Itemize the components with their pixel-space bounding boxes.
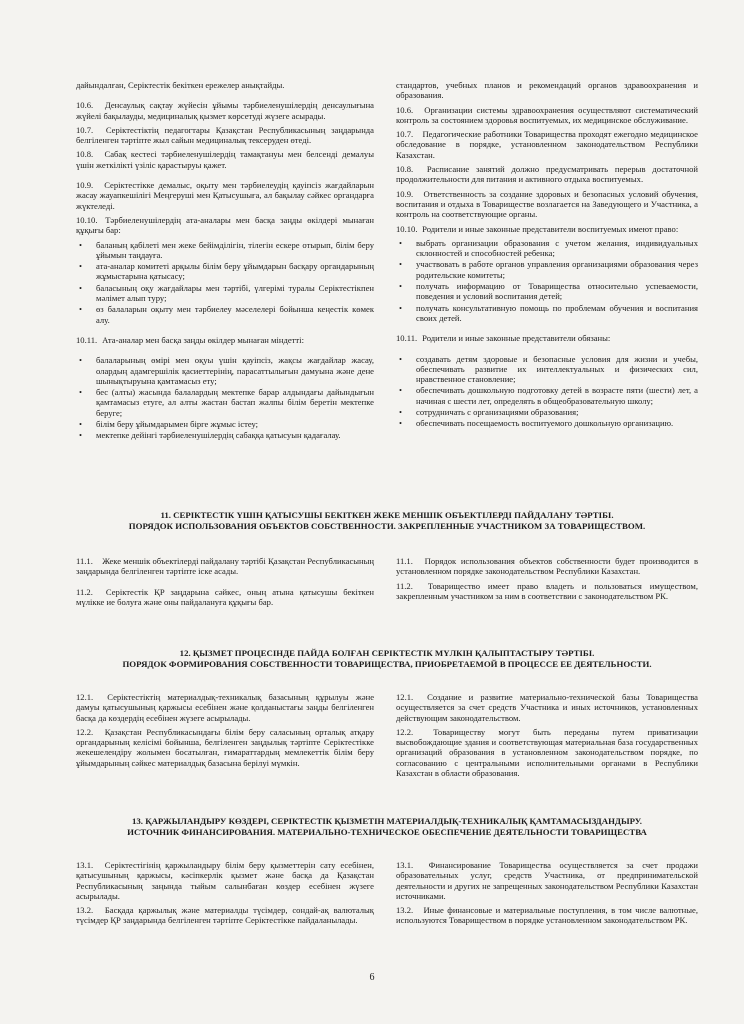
list-item: • выбрать организации образования с учетом желания, индивидуальных склонностей и способностей ребенка;: [396, 238, 698, 259]
paragraph-12-1: [76, 692, 374, 723]
list-item: • баланың қабілеті мен жеке бейімділігін, тілегін ескере отырып, білім беру ұйымын таңдауға.: [76, 240, 374, 261]
page-number: 6: [369, 972, 375, 983]
paragraph-10-8: [76, 149, 374, 170]
paragraph-text: Серіктестікке демалыс, оқыту мен тәрбиелеудің қауіпсіз жағдайларын жасау жауапкешілігі Меңгеруші мен Қатысушыға, ал бақылау сәйкес органдарға жүктеледі.: [76, 180, 375, 211]
paragraph-text: Денсаулық сақтау жүйесін ұйымы тәрбиеленушілердің денсаулығына жүйелі бақылауды, медициналық қызмет көрсетуді жүзеге асырады.: [76, 100, 374, 121]
paragraph-number: 12.1.: [396, 692, 414, 702]
paragraph-13-2: [396, 905, 698, 926]
section11-kz-column: [76, 556, 374, 611]
paragraph-text: Тәрбиеленушілердің ата-аналары мен басқа заңды өкілдері мынаған құқығы бар:: [76, 214, 375, 236]
top-line: стандартов, учебных планов и рекомендаций органов здравоохранения и образования.: [396, 80, 698, 101]
paragraph-number: 10.10.: [396, 223, 418, 234]
paragraph-number: 10.6.: [396, 104, 414, 115]
list-item: • білім беру ұйымдарымен бірге жұмыс істеу;: [76, 419, 374, 429]
paragraph-number: 10.10.: [76, 214, 98, 225]
paragraph-number: 11.2.: [76, 586, 93, 597]
paragraph-text: Товариществу могут быть переданы путем приватизации высвобождающие здания и соответствующая материальная база государственных организаций образования в установленном законодательством порядке, по согласованию с центральными исполнительными органами в Республики Казахстан в области образования.: [396, 726, 698, 779]
paragraph-number: 10.11.: [396, 333, 418, 344]
duties-list: [396, 354, 698, 429]
heading-kz: 11. СЕРІКТЕСТІК ҮШІН ҚАТЫСУШЫ БЕКІТКЕН ЖЕКЕ МЕНШІК ОБЪЕКТІЛЕРДІ ПАЙДАЛАНУ ТӘРТІБІ.: [160, 510, 614, 520]
section11-ru-column: [396, 556, 698, 605]
paragraph-text: Жеке меншік объектілерді пайдалану тәртібі Қазақстан Республикасының заңдарында белгіленген тәртіпте іске асады.: [76, 556, 374, 577]
paragraph-10-10: [396, 224, 698, 234]
section11-heading: [76, 510, 698, 532]
paragraph-number: 11.2.: [396, 580, 413, 591]
paragraph-11-2: [396, 581, 698, 602]
section10-kz-column: [76, 80, 374, 445]
paragraph-text: Серіктестіктің материалдық-техникалық базасының құрылуы және дамуы қатысушының қаржысы есебінен және қолданыстағы заңды белгіленген басқа да көздердің есебінен жүзеге асырылады.: [76, 692, 375, 723]
list-item: • баласының оқу жағдайлары мен тәртібі, үлгерімі туралы Серіктестікпен мәлімет алып туру;: [76, 283, 374, 304]
paragraph-10-9: [76, 180, 374, 211]
paragraph-number: 10.9.: [76, 180, 94, 191]
paragraph-number: 10.7.: [396, 129, 414, 140]
paragraph-number: 12.1.: [76, 692, 94, 702]
paragraph-12-1: [396, 692, 698, 723]
paragraph-number: 10.7.: [76, 124, 94, 135]
paragraph-number: 13.1.: [396, 860, 414, 870]
paragraph-text: Педагогические работники Товарищества проходят ежегодно медицинское обследование в порядке, установленном законодательством Республики Казахстан.: [396, 129, 698, 160]
rights-list: [396, 238, 698, 323]
paragraph-text: Порядок использования объектов собственности будет производится в установленном порядке законодательством Республики Казахстан.: [396, 556, 698, 577]
section13-kz-column: [76, 860, 374, 930]
paragraph-number: 11.1.: [396, 556, 413, 566]
paragraph-10-7: [396, 129, 698, 160]
heading-kz: 13. ҚАРЖЫЛАНДЫРУ КӨЗДЕРІ, СЕРІКТЕСТІК ҚЫЗМЕТІН МАТЕРИАЛДЫҚ-ТЕХНИКАЛЫҚ ҚАМТАМАСЫЗДАНДЫРУ.: [132, 816, 642, 826]
list-item: • балаларының өмірі мен оқуы үшін қауіпсіз, жақсы жағдайлар жасау, олардың адамгершілік қасиеттерінің, парасаттылығын дамуына және дене шынықтыруына қамтамасыз ету;: [76, 355, 374, 386]
list-item: • мектепке дейінгі тәрбиеленушілердің сабаққа қатысуын қадағалау.: [76, 430, 374, 440]
rights-list: [76, 240, 374, 325]
paragraph-number: 13.2.: [396, 905, 414, 916]
paragraph-11-1: [396, 556, 698, 577]
list-item: • өз балаларын оқыту мен тәрбиелеу мәселелері бойынша кеңестік көмек алу.: [76, 304, 374, 325]
paragraph-11-2: [76, 587, 374, 608]
paragraph-13-2: [76, 905, 374, 926]
paragraph-text: Организации системы здравоохранения осуществляют систематический контроль за состоянием здоровья воспитуемых, их медицинское обслуживание.: [396, 104, 698, 125]
paragraph-text: Серіктестіктің педагогтары Қазақстан Республикасының заңдарында белгіленген тәртіпте жыл сайын медициналық тексеруден өтеді.: [76, 124, 374, 146]
heading-ru: ПОРЯДОК ФОРМИРОВАНИЯ СОБСТВЕННОСТИ ТОВАРИЩЕСТВА, ПРИОБРЕТАЕМОЙ В ПРОЦЕССЕ ЕЕ ДЕЯТЕЛЬНОСТИ.: [122, 659, 652, 669]
list-item: • обеспечивать дошкольную подготовку детей в возрасте пяти (шести) лет, а начиная с шести лет, определять в общеобразовательную школу;: [396, 385, 698, 406]
paragraph-text: Родители и иные законные представители воспитуемых имеют право:: [422, 223, 679, 234]
paragraph-10-9: [396, 189, 698, 220]
top-line: дайындалған, Серіктестік бекіткен ережелер анықтайды.: [76, 80, 285, 90]
paragraph-10-8: [396, 164, 698, 185]
list-item: • сотрудничать с организациями образования;: [396, 407, 698, 417]
heading-kz: 12. ҚЫЗМЕТ ПРОЦЕСІНДЕ ПАЙДА БОЛҒАН СЕРІКТЕСТІК МҮЛКІН ҚАЛЫПТАСТЫРУ ТӘРТІБІ.: [179, 648, 595, 658]
paragraph-12-2: [396, 727, 698, 778]
section13-ru-column: [396, 860, 698, 930]
paragraph-number: 13.2.: [76, 905, 94, 916]
paragraph-text: Ответственность за создание здоровых и безопасных условий обучения, воспитания и отдыха в Товариществе возлагается на Заведующего и Участника, а контроль на соответствующие органы.: [396, 188, 698, 220]
list-item: • создавать детям здоровые и безопасные условия для жизни и учебы, обеспечивать развитие их интеллектуальных и физических сил, нравственное становление;: [396, 354, 698, 385]
paragraph-12-2: [76, 727, 374, 768]
paragraph-text: Ата-аналар мен басқа заңды өкілдер мынаған міндетті:: [102, 334, 304, 345]
paragraph-10-7: [76, 125, 374, 146]
paragraph-10-11: [76, 335, 374, 345]
paragraph-number: 12.2.: [396, 726, 414, 737]
paragraph-number: 10.6.: [76, 100, 94, 111]
section12-ru-column: [396, 692, 698, 782]
section10-ru-column: [396, 80, 698, 433]
paragraph-10-11: [396, 333, 698, 343]
section13-heading: [76, 816, 698, 838]
heading-ru: ИСТОЧНИК ФИНАНСИРОВАНИЯ. МАТЕРИАЛЬНО-ТЕХНИЧЕСКОЕ ОБЕСПЕЧЕНИЕ ДЕЯТЕЛЬНОСТИ ТОВАРИЩЕСТВА: [127, 827, 647, 837]
paragraph-text: Басқада қаржылық және материалды түсімдер, сондай-ақ валюталық түсімдер ҚР заңдарында белгіленген тәртіпте Серіктестікке пайдаланылады.: [76, 905, 374, 926]
list-item: • бес (алты) жасында балалардың мектепке барар алдындағы дайындығын қамтамасыз етуге, ал алты жастан бастап жалпы білім беретін мектепке беруге;: [76, 387, 374, 418]
paragraph-number: 10.8.: [396, 164, 414, 175]
list-item: • получать консультативную помощь по проблемам обучения и воспитания своих детей.: [396, 303, 698, 324]
paragraph-11-1: [76, 556, 374, 577]
paragraph-number: 13.1.: [76, 860, 94, 870]
paragraph-text: Создание и развитие материально-технической базы Товарищества осуществляется за счет средств Участника и иных источников, установленных действующим законодательством.: [396, 692, 698, 723]
list-item: • получать информацию от Товарищества относительно успеваемости, поведения и условий воспитания детей;: [396, 281, 698, 302]
paragraph-text: Қазақстан Республикасындағы білім беру саласының орталық атқару органдарының келісімі бойынша, белгіленген заңдылық тәртіпте Серіктестікке жекешелендіру жолымен босатылған, ғимараттардың мемлекеттік білім беру ұйымдарының сәйкес материалдық базасына берілуі мүмкін.: [76, 726, 374, 768]
list-item: • обеспечивать посещаемость воспитуемого дошкольную организацию.: [396, 418, 698, 428]
list-item: • участвовать в работе органов управления организациями образования через родительские комитеты;: [396, 259, 698, 280]
paragraph-number: 10.11.: [76, 334, 98, 345]
paragraph-text: Товариществo имеет право владеть и пользоваться имуществом, закрепленным участником за ним в соответствии с законодательством РК.: [396, 580, 699, 601]
paragraph-number: 10.8.: [76, 149, 94, 160]
paragraph-text: Сабақ кестесі тәрбиеленушілердің тамақтануы мен белсенді демалуы үшін жеткілікті үзіліс қарастыруы қажет.: [76, 149, 374, 170]
list-item: • ата-аналар комитеті арқылы білім беру ұйымдарын басқару органдарының жұмыстарына қатысасу;: [76, 261, 374, 282]
paragraph-text: Финансирование Товарищества осуществляется за счет продажи образовательных услуг, средств Участника, от предпринимательской деятельности и других не запрещенных законодательством Республики Казахстан источниками.: [396, 860, 698, 901]
paragraph-number: 11.1.: [76, 556, 93, 566]
paragraph-13-1: [76, 860, 374, 901]
section12-kz-column: [76, 692, 374, 772]
paragraph-text: Иные финансовые и материальные поступления, в том числе валютные, используются Товариществом в порядке установленном законодательством РК.: [396, 905, 698, 926]
paragraph-10-6: [76, 100, 374, 121]
paragraph-text: Серіктестігінің қаржыландыру білім беру қызметтерін сату есебінен, қатысушының қаржысы, кәсіпкерлік қызмет және басқа да Қазақстан Республикасының заңында тыйым салынбаған көздер есебінен жүзеге асырылады.: [76, 860, 375, 901]
section12-heading: [76, 648, 698, 670]
paragraph-text: Родители и иные законные представители обязаны:: [422, 333, 611, 344]
paragraph-number: 12.2.: [76, 726, 94, 737]
paragraph-10-6: [396, 105, 698, 126]
paragraph-number: 10.9.: [396, 188, 414, 199]
paragraph-text: Серіктестік ҚР заңдарына сәйкес, оның атына қатысушы бекіткен мүлікке ие болуға және оны пайдалануға құқығы бар.: [76, 586, 374, 607]
paragraph-text: Расписание занятий должно предусматривать перерыв достаточной продолжительности для питания и активного отдыха воспитуемых.: [396, 164, 699, 185]
paragraph-13-1: [396, 860, 698, 901]
duties-list: [76, 355, 374, 440]
paragraph-10-10: [76, 215, 374, 236]
heading-ru: ПОРЯДОК ИСПОЛЬЗОВАНИЯ ОБЪЕКТОВ СОБСТВЕННОСТИ. ЗАКРЕПЛЕННЫЕ УЧАСТНИКОМ ЗА ТОВАРИЩЕСТВОМ.: [128, 521, 646, 531]
